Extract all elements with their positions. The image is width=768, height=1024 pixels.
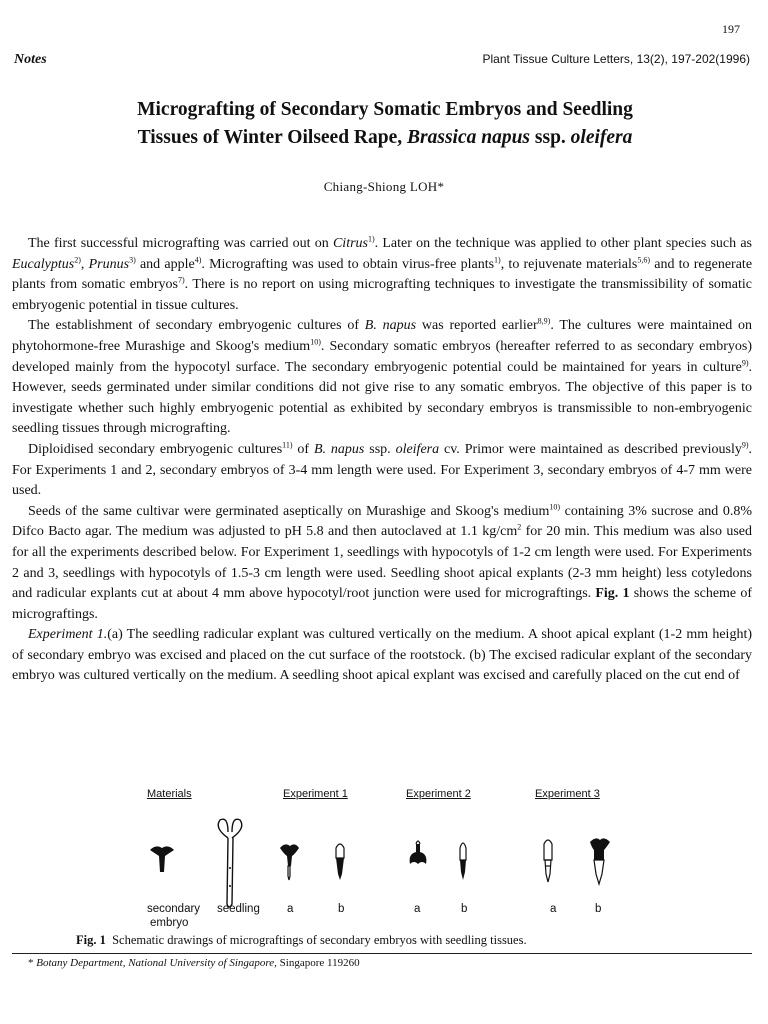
exp2-b-drawing bbox=[460, 843, 466, 880]
figure-caption-label: Fig. 1 bbox=[76, 933, 106, 947]
author-name: Chiang-Shiong LOH* bbox=[323, 179, 445, 194]
title-species: Brassica napus bbox=[407, 127, 531, 148]
label-exp3-b: b bbox=[595, 903, 602, 915]
title-variety: oleifera bbox=[570, 127, 633, 148]
paragraph-3: Diploidised secondary embryogenic cultures$^{11)}$ of B. napus ssp. oleifera cv. Primor were maintained as described previously$^{9)}$. For Experiments 1 and 2, secondary embryos of 3-4 mm length were used. For Experiment 3, secondary embryos of 4-7 mm were used. bbox=[12, 440, 753, 499]
figure-caption bbox=[76, 933, 527, 948]
title-ssp: ssp. bbox=[534, 127, 566, 148]
figure-caption-text: Schematic drawings of micrograftings of secondary embryos with seedling tissues. bbox=[112, 933, 527, 947]
label-exp1-a: a bbox=[287, 903, 294, 915]
title-line-1: Micrografting of Secondary Somatic Embryos and Seedling bbox=[137, 99, 633, 120]
journal-citation: Plant Tissue Culture Letters, 13(2), 197-202(1996) bbox=[482, 52, 750, 66]
label-exp2-b: b bbox=[461, 903, 468, 915]
exp3-b-drawing bbox=[590, 838, 610, 884]
title-prefix: Tissues of Winter Oilseed Rape, bbox=[137, 127, 403, 148]
page-number: 197 bbox=[722, 22, 740, 36]
exp3-a-drawing bbox=[544, 840, 552, 882]
title-line-2 bbox=[20, 124, 750, 152]
secondary-embryo-drawing bbox=[150, 846, 174, 872]
seedling-drawing bbox=[218, 819, 242, 907]
label-exp2-a: a bbox=[414, 903, 421, 915]
footnote-location: Singapore 119260 bbox=[279, 957, 360, 969]
footnote-affiliation: Botany Department, National University of Singapore, bbox=[36, 957, 277, 969]
label-secondary: secondary bbox=[147, 903, 201, 915]
body-text bbox=[12, 234, 752, 687]
footnote bbox=[28, 957, 360, 969]
paragraph-5: Experiment 1.(a) The seedling radicular explant was cultured vertically on the medium. A shoot apical explant (1-2 mm height) of secondary embryo was excised and placed on the cut surface of the rootstock. (b) The excised radicular explant of the secondary embryo was cultured vertically on the medium. A seedling shoot apical explant was excised and carefully placed on the cut end of bbox=[12, 627, 752, 684]
paper-title bbox=[20, 96, 750, 152]
figure-header-experiment-1: Experiment 1 bbox=[283, 788, 348, 800]
label-seedling: seedling bbox=[217, 903, 260, 915]
figure-header-experiment-3: Experiment 3 bbox=[535, 788, 600, 800]
exp2-a-drawing bbox=[410, 841, 427, 864]
figure-1 bbox=[0, 780, 768, 950]
label-exp1-b: b bbox=[338, 903, 345, 915]
paragraph-4: Seeds of the same cultivar were germinated aseptically on Murashige and Skoog's medium$^{10)}$ containing 3% sucrose and 0.8% Difco Bacto agar. The medium was adjusted to pH 5.8 and then autoclaved at 1.1 $kg/cm^2$ for 20 min. This medium was also used for all the experiments described below. For Experiment 1, seedlings with hypocotyls of 1-2 cm length were used. For Experiments 2 and 3, seedlings with hypocotyls of 1.5-3 cm length were used. Seedling shoot apical explants (2-3 mm height) less cotyledons and radicular explants cut at about 4 mm above hypocotyl/root junction were used for micrograftings. Fig. 1 shows the scheme of micrograftings. bbox=[12, 502, 753, 622]
paragraph-2: The establishment of secondary embryogenic cultures of B. napus was reported earlier$^{8,9)}$. The cultures were maintained on phytohormone-free Murashige and Skoog's medium$^{10)}$. Secondary somatic embryos (hereafter referred to as secondary embryos) developed mainly from the hypocotyl surface. The secondary embryogenic potential could be maintained for years in culture$^{9)}$. However, seeds germinated under similar conditions did not give rise to any somatic embryos. The objective of this paper is to investigate whether such highly embryogenic potential as exhibited by secondary embryos is transmissible to non-embryogenic seedling tissues through micrografting. bbox=[12, 316, 753, 437]
exp1-b-drawing bbox=[336, 844, 344, 880]
label-exp3-a: a bbox=[550, 903, 557, 915]
figure-header-materials: Materials bbox=[147, 788, 192, 800]
figure-header-experiment-2: Experiment 2 bbox=[406, 788, 471, 800]
paragraph-1: The first successful micrografting was carried out on Citrus$^{1)}$. Later on the technique was applied to other plant species such as Eucalyptus$^{2)}$, Prunus$^{3)}$ and apple$^{4)}$. Micrografting was used to obtain virus-free plants$^{1)}$, to rejuvenate materials$^{5,6)}$ and to regenerate plants from somatic embryos$^{7)}$. There is no report on using micrografting techniques to investigate the transmissibility of somatic embryogenic potential in tissue cultures. bbox=[12, 234, 753, 313]
footnote-marker: * bbox=[28, 957, 34, 969]
label-embryo: embryo bbox=[150, 917, 189, 929]
figure-drawings bbox=[0, 808, 768, 933]
section-label: Notes bbox=[14, 52, 47, 67]
exp1-a-drawing bbox=[280, 844, 299, 880]
footnote-divider bbox=[12, 953, 752, 954]
